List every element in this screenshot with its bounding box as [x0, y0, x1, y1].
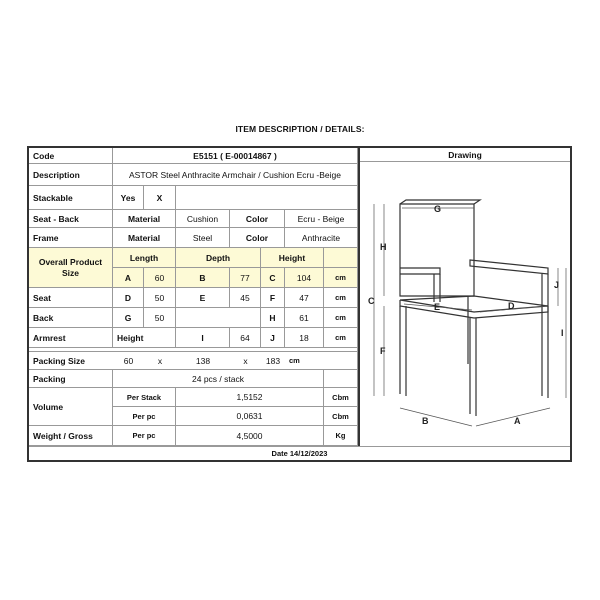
i-code: I — [176, 328, 230, 348]
stackable-mark: X — [144, 186, 176, 210]
chair-back — [400, 204, 474, 296]
depth-header: Depth — [176, 248, 261, 268]
seat-back-color: Ecru - Beige — [285, 210, 358, 228]
packing-label: Packing — [29, 370, 113, 388]
label-b: B — [422, 416, 429, 426]
packing-size-v2: 138 — [176, 352, 230, 370]
frame-color: Anthracite — [285, 228, 358, 248]
f-code: F — [261, 288, 285, 308]
volume-per-pc: 0,0631 — [176, 407, 324, 426]
label-g: G — [434, 204, 442, 214]
armrest-label: Armrest — [29, 328, 113, 348]
back-unit: cm — [324, 308, 358, 328]
length-header: Length — [113, 248, 176, 268]
seat-label: Seat — [29, 288, 113, 308]
i-value: 64 — [230, 328, 261, 348]
stackable-empty — [176, 186, 358, 210]
description-label: Description — [29, 164, 113, 186]
h-code: H — [261, 308, 285, 328]
seat-back-color-label: Color — [230, 210, 285, 228]
overall-size-label — [29, 248, 113, 288]
packing-size-x1: x — [144, 352, 176, 370]
armrest-height-label: Height — [113, 328, 176, 348]
packing-size-label: Packing Size — [29, 352, 113, 370]
h-value: 61 — [285, 308, 324, 328]
label-i: I — [561, 328, 564, 338]
packing-size-unit: cm — [285, 352, 358, 370]
chair-leg-front-center — [470, 318, 476, 416]
dim-b-line — [400, 408, 472, 426]
chair-left-armrest — [400, 268, 440, 274]
weight-per-pc-label: Per pc — [113, 426, 176, 446]
label-j: J — [554, 280, 560, 290]
c-code: C — [261, 268, 285, 288]
back-label: Back — [29, 308, 113, 328]
j-code: J — [261, 328, 285, 348]
e-value: 45 — [230, 288, 261, 308]
d-value: 50 — [144, 288, 176, 308]
frame-material-label: Material — [113, 228, 176, 248]
seat-back-label: Seat - Back — [29, 210, 113, 228]
label-c: C — [368, 296, 375, 306]
seat-back-material: Cushion — [176, 210, 230, 228]
chair-right-armrest — [470, 260, 548, 274]
b-code: B — [176, 268, 230, 288]
e-code: E — [176, 288, 230, 308]
column-divider — [358, 148, 360, 446]
packing-size-x2: x — [230, 352, 261, 370]
g-value: 50 — [144, 308, 176, 328]
code-value: E5151 ( E-00014867 ) — [113, 148, 358, 164]
packing-size-v3: 183 — [261, 352, 285, 370]
volume-per-pc-label: Per pc — [113, 407, 176, 426]
back-empty — [176, 308, 261, 328]
volume-label: Volume — [29, 388, 113, 426]
label-f: F — [380, 346, 386, 356]
chair-drawing — [362, 164, 568, 446]
drawing-title: Drawing — [360, 148, 570, 162]
c-value: 104 — [285, 268, 324, 288]
overall-size-label-text: Overall Product Size — [38, 256, 103, 278]
label-a: A — [514, 416, 521, 426]
dim-a-line — [476, 408, 550, 426]
frame-color-label: Color — [230, 228, 285, 248]
packing-unit-spacer — [324, 370, 358, 388]
label-d: D — [508, 301, 515, 311]
armrest-unit: cm — [324, 328, 358, 348]
a-value: 60 — [144, 268, 176, 288]
chair-leg-right — [542, 312, 548, 398]
weight-value: 4,5000 — [176, 426, 324, 446]
description-value: ASTOR Steel Anthracite Armchair / Cushion Ecru -Beige — [113, 164, 358, 186]
date-footer: Date 14/12/2023 — [29, 446, 570, 461]
g-code: G — [113, 308, 144, 328]
volume-unit-stack: Cbm — [324, 388, 358, 407]
overall-unit-spacer — [324, 248, 358, 268]
d-code: D — [113, 288, 144, 308]
label-h: H — [380, 242, 387, 252]
code-label: Code — [29, 148, 113, 164]
frame-material: Steel — [176, 228, 230, 248]
a-code: A — [113, 268, 144, 288]
volume-unit-pc: Cbm — [324, 407, 358, 426]
label-e: E — [434, 302, 441, 312]
b-value: 77 — [230, 268, 261, 288]
weight-label: Weight / Gross — [29, 426, 113, 446]
j-value: 18 — [285, 328, 324, 348]
f-value: 47 — [285, 288, 324, 308]
frame-label: Frame — [29, 228, 113, 248]
page-heading: ITEM DESCRIPTION / DETAILS: — [235, 124, 365, 134]
seat-back-material-label: Material — [113, 210, 176, 228]
stackable-yes: Yes — [113, 186, 144, 210]
overall-unit: cm — [324, 268, 358, 288]
seat-unit: cm — [324, 288, 358, 308]
packing-size-v1: 60 — [113, 352, 144, 370]
chair-leg-front-left — [400, 306, 406, 396]
volume-per-stack: 1,5152 — [176, 388, 324, 407]
stackable-label: Stackable — [29, 186, 113, 210]
weight-unit: Kg — [324, 426, 358, 446]
height-header: Height — [261, 248, 324, 268]
volume-per-stack-label: Per Stack — [113, 388, 176, 407]
packing-value: 24 pcs / stack — [113, 370, 324, 388]
